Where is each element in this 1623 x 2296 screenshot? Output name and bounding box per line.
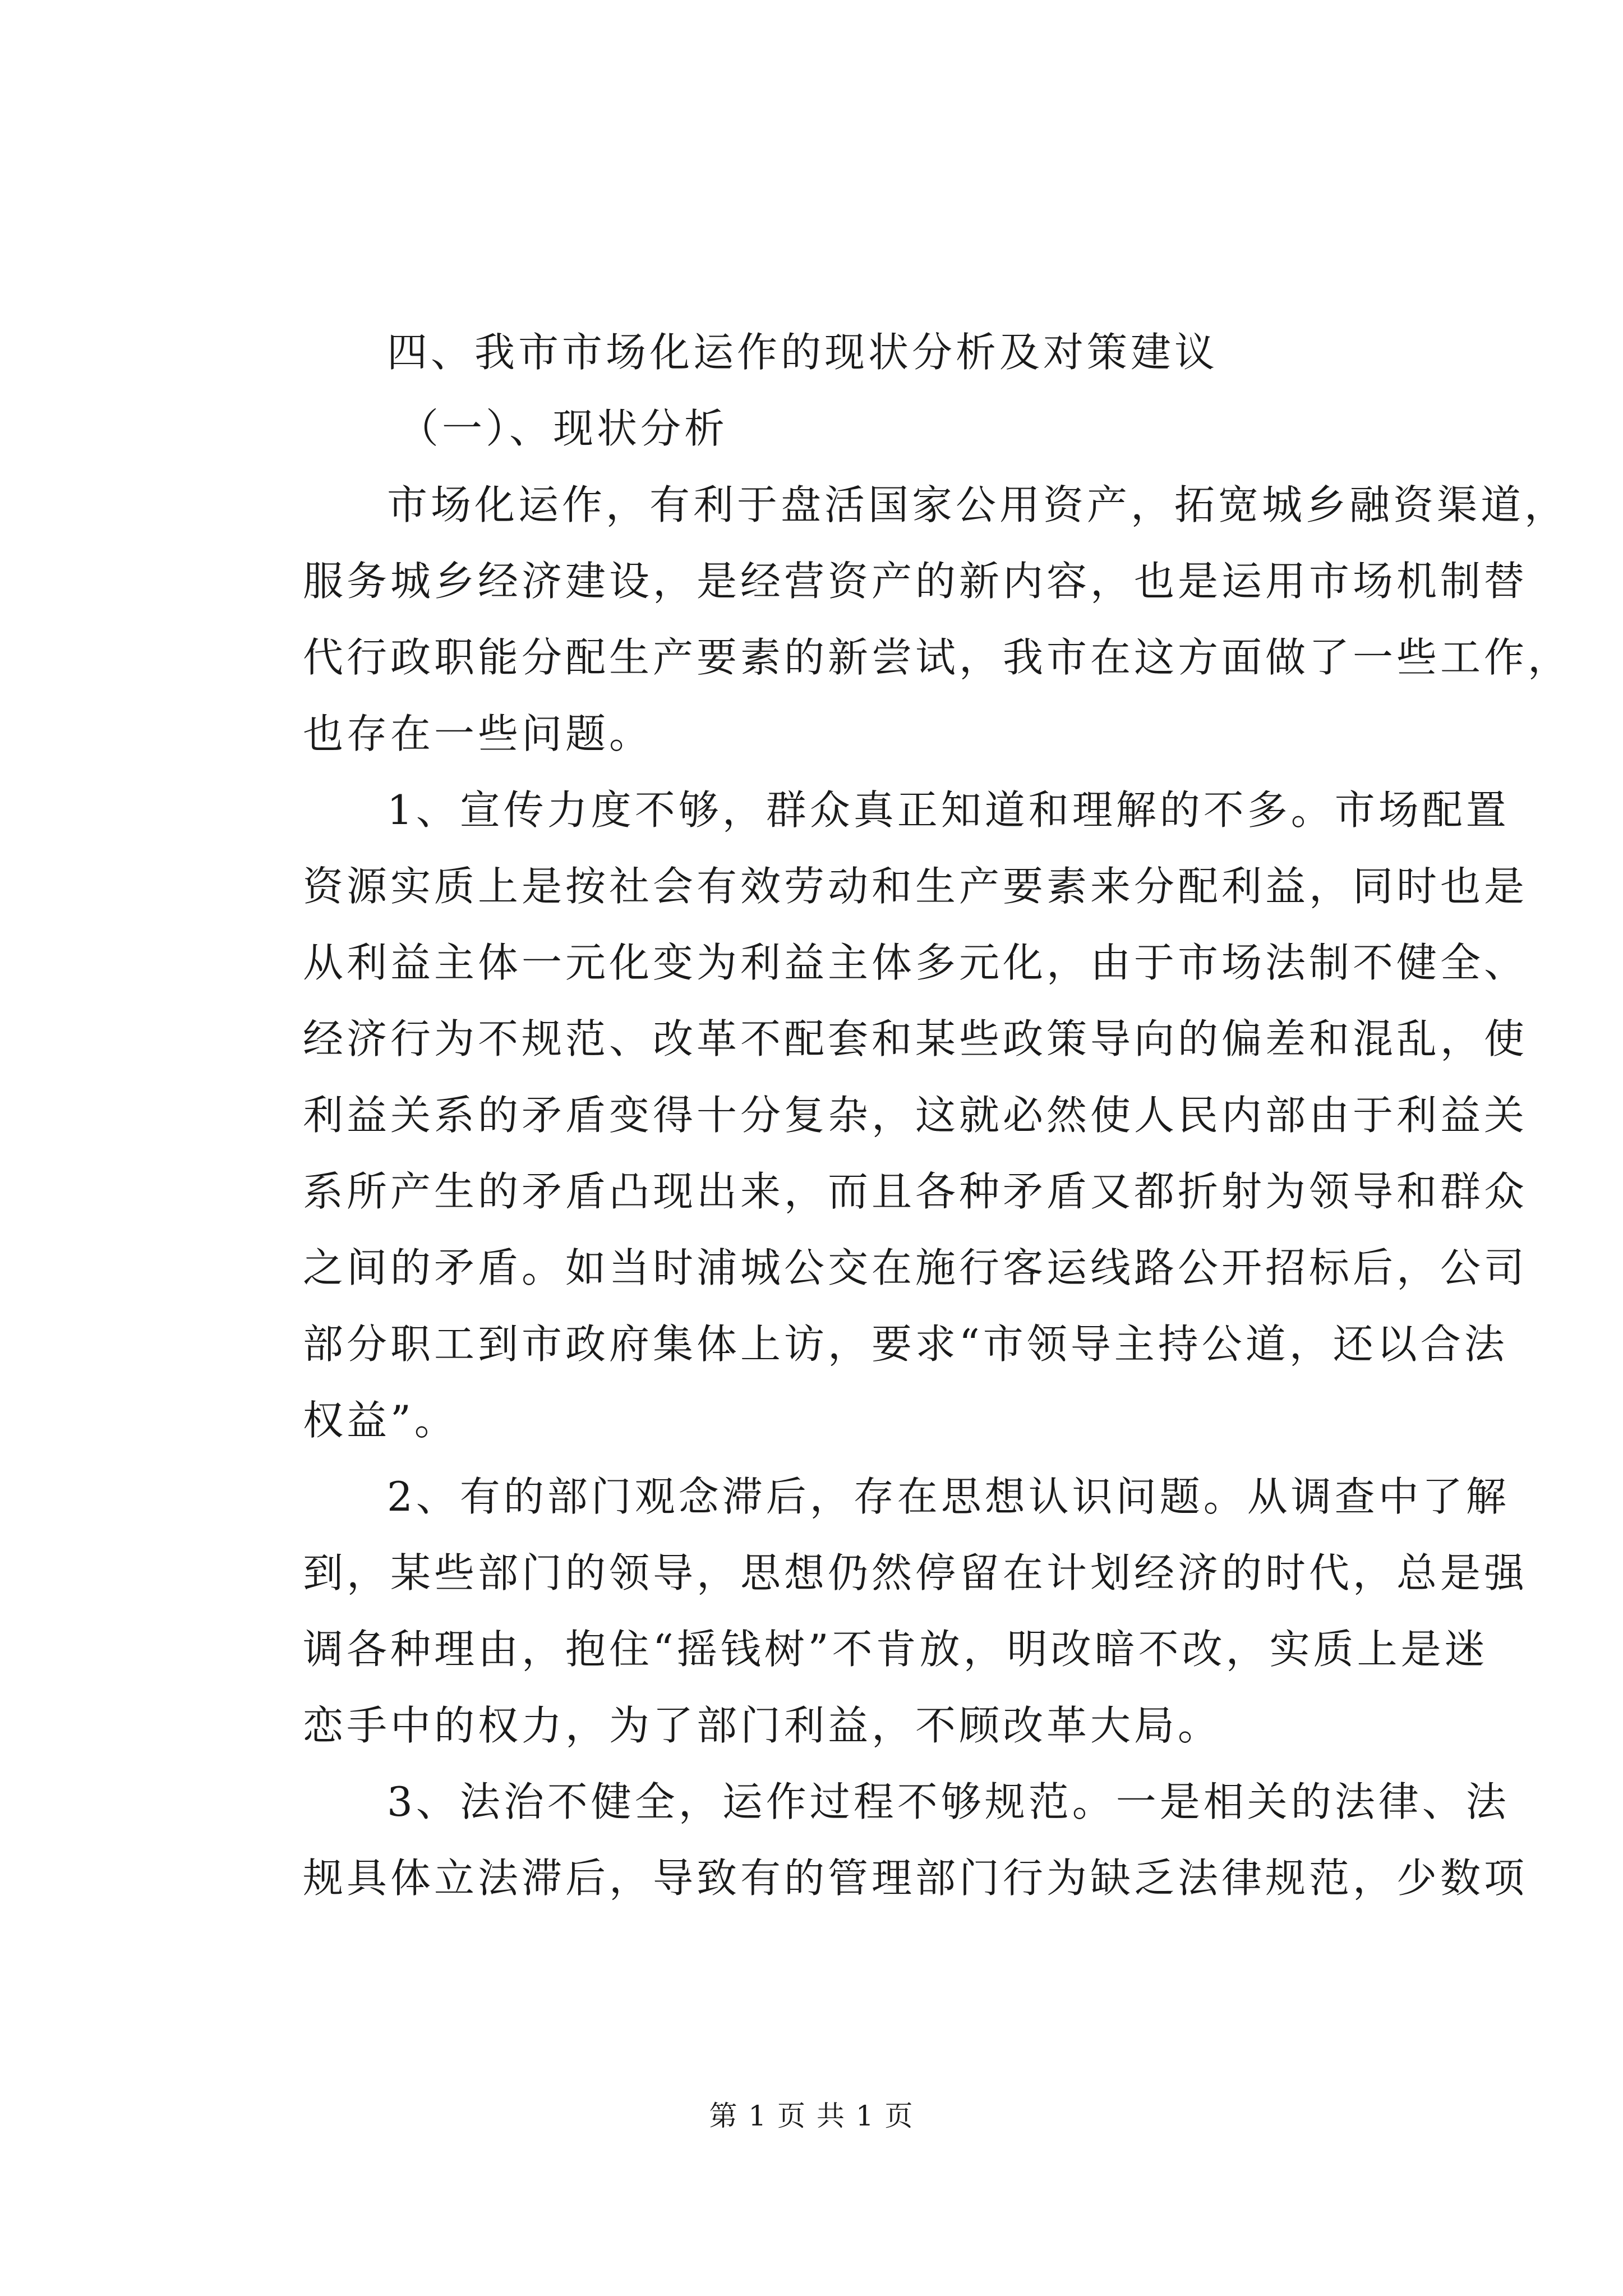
paragraph-line: 资源实质上是按社会有效劳动和生产要素来分配利益，同时也是: [303, 863, 1528, 910]
paragraph-point-2: [303, 1458, 1528, 1764]
paragraph-line: 调各种理由，抱住“摇钱树”不肯放，明改暗不改，实质上是迷: [303, 1626, 1488, 1673]
document-body: [303, 314, 1572, 1916]
paragraph-line: 经济行为不规范、改革不配套和某些政策导向的偏差和混乱，使: [303, 1015, 1528, 1062]
paragraph-line: 到，某些部门的领导，思想仍然停留在计划经济的时代，总是强: [303, 1549, 1528, 1596]
paragraph-line: 1、宣传力度不够，群众真正知道和理解的不多。市场配置: [387, 786, 1510, 834]
paragraph-point-3: [303, 1764, 1528, 1916]
section-heading: 四、我市市场化运作的现状分析及对策建议: [387, 329, 1219, 376]
subsection-heading: （一）、现状分析: [398, 405, 728, 452]
paragraph-line: 代行政职能分配生产要素的新尝试，我市在这方面做了一些工作，: [303, 634, 1572, 681]
paragraph-line: 系所产生的矛盾凸现出来，而且各种矛盾又都折射为领导和群众: [303, 1168, 1528, 1215]
paragraph-line: 权益”。: [303, 1397, 458, 1444]
paragraph-line: 3、法治不健全，运作过程不够规范。一是相关的法律、法: [387, 1778, 1510, 1825]
paragraph-line: 2、有的部门观念滞后，存在思想认识问题。从调查中了解: [387, 1473, 1510, 1520]
paragraph-line: 市场化运作，有利于盘活国家公用资产，拓宽城乡融资渠道，: [387, 481, 1569, 528]
paragraph-line: 之间的矛盾。如当时浦城公交在施行客运线路公开招标后，公司: [303, 1244, 1528, 1291]
paragraph-line: 利益关系的矛盾变得十分复杂，这就必然使人民内部由于利益关: [303, 1092, 1528, 1139]
paragraph-line: 部分职工到市政府集体上访，要求“市领导主持公道，还以合法: [303, 1320, 1508, 1368]
page-footer: 第 1 页 共 1 页: [709, 2100, 914, 2132]
paragraph-line: 规具体立法滞后，导致有的管理部门行为缺乏法律规范，少数项: [303, 1855, 1528, 1902]
paragraph-line: 也存在一些问题。: [303, 710, 653, 757]
paragraph-line: 从利益主体一元化变为利益主体多元化，由于市场法制不健全、: [303, 939, 1528, 986]
paragraph-intro: [303, 467, 1572, 772]
paragraph-line: 恋手中的权力，为了部门利益，不顾改革大局。: [303, 1702, 1222, 1749]
paragraph-point-1: [303, 772, 1528, 1458]
paragraph-line: 服务城乡经济建设，是经营资产的新内容，也是运用市场机制替: [303, 558, 1528, 605]
